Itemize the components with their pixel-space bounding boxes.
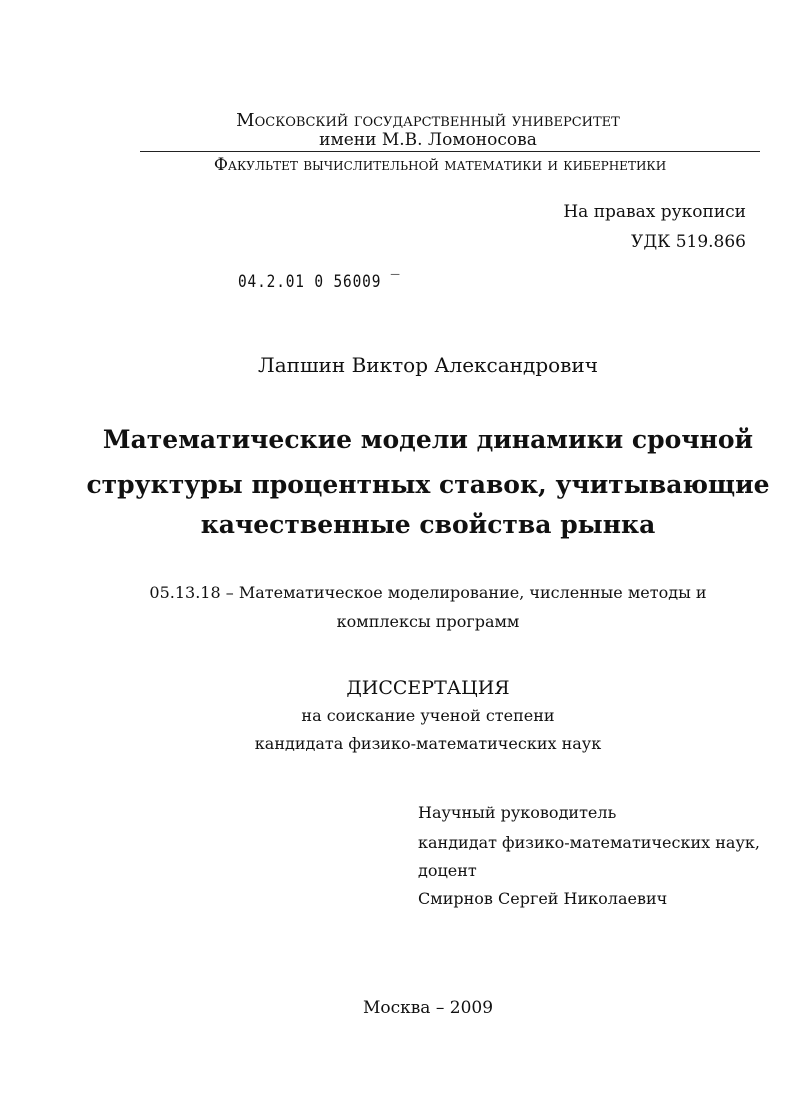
author-name: Лапшин Виктор Александрович xyxy=(258,353,598,377)
supervisor-line-1: Научный руководитель xyxy=(418,803,617,822)
document-type: ДИССЕРТАЦИЯ xyxy=(346,677,510,699)
specialty-line-2: комплексы программ xyxy=(336,612,520,631)
udc-code: УДК 519.866 xyxy=(631,232,746,252)
title-line-2: структуры процентных ставок, учитывающие xyxy=(86,470,770,499)
stamp-number: 04.2.01 0 56009 ‾ xyxy=(238,272,401,292)
faculty-name: Факультет вычислительной математики и кибернетики xyxy=(213,155,667,175)
university-subtitle: имени М.В. Ломоносова xyxy=(319,130,537,150)
degree-line-1: на соискание ученой степени xyxy=(301,706,555,725)
degree-line-2: кандидата физико-математических наук xyxy=(254,734,602,753)
header-divider xyxy=(140,151,760,152)
supervisor-line-3: доцент xyxy=(418,861,477,880)
title-line-1: Математические модели динамики срочной xyxy=(102,425,754,454)
university-name: Московский государственный университет xyxy=(236,110,620,131)
supervisor-line-2: кандидат физико-математических наук, xyxy=(418,833,760,852)
place-year: Москва – 2009 xyxy=(362,998,494,1018)
specialty-line-1: 05.13.18 – Математическое моделирование, численные методы и xyxy=(149,583,707,602)
supervisor-line-4: Смирнов Сергей Николаевич xyxy=(418,889,668,908)
title-line-3: качественные свойства рынка xyxy=(200,510,656,539)
rights-note: На правах рукописи xyxy=(563,202,746,222)
